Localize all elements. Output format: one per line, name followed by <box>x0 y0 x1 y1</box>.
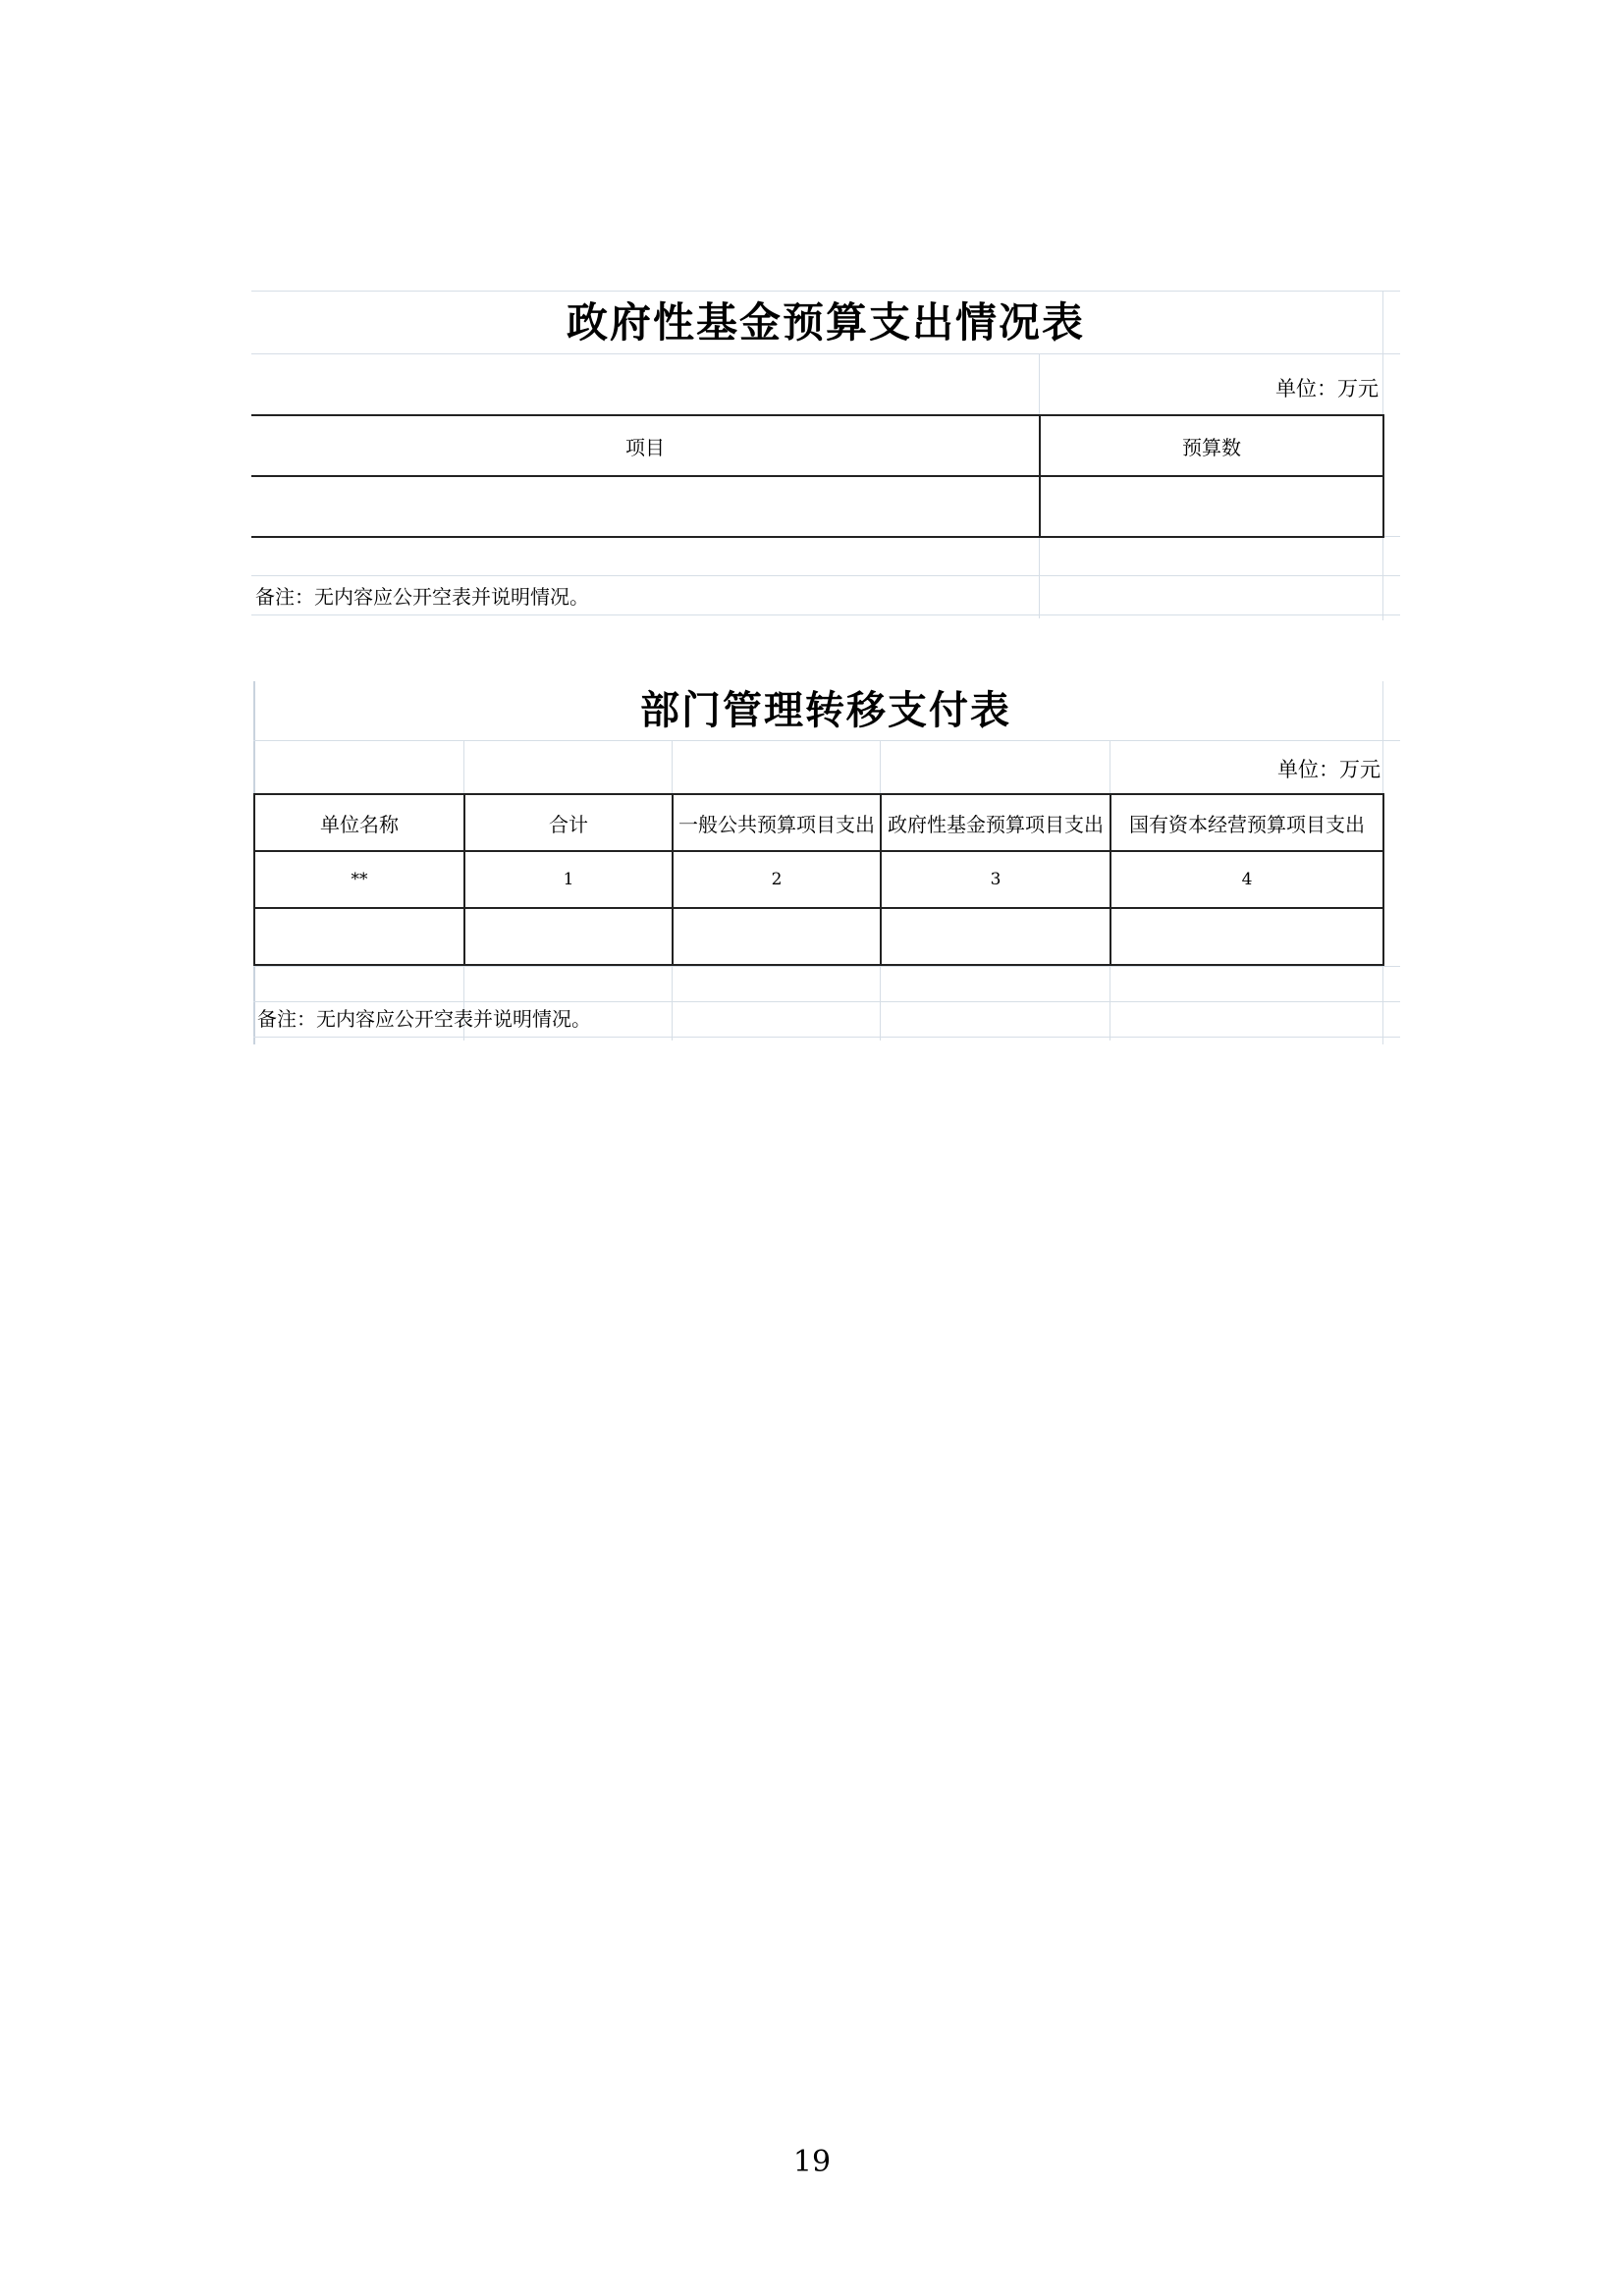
table-government-fund-budget-expenditure <box>251 291 1400 620</box>
header-unit-name: 单位名称 <box>320 812 399 836</box>
header-budget-amount: 预算数 <box>1182 435 1241 459</box>
gridline <box>463 740 464 795</box>
gridline <box>253 966 1400 967</box>
gridline <box>672 740 673 795</box>
table1-title: 政府性基金预算支出情况表 <box>566 298 1085 347</box>
gridline <box>253 1037 1400 1038</box>
header-project: 项目 <box>625 435 665 459</box>
gridline <box>880 966 881 1041</box>
index-cell: 3 <box>990 870 1001 889</box>
index-cell: 4 <box>1241 870 1253 889</box>
header-government-fund-budget: 政府性基金预算项目支出 <box>888 812 1104 836</box>
table2-unit: 单位：万元 <box>1277 758 1380 781</box>
table2-note: 备注：无内容应公开空表并说明情况。 <box>257 1007 591 1031</box>
table-border <box>251 475 1384 477</box>
gridline <box>672 966 673 1041</box>
index-cell: 1 <box>563 870 574 889</box>
table-department-transfer-payment <box>251 681 1400 1044</box>
table-border <box>253 964 1384 966</box>
header-state-capital-budget: 国有资本经营预算项目支出 <box>1129 812 1365 836</box>
gridline <box>251 575 1400 576</box>
table-border <box>253 907 1384 909</box>
index-cell: 2 <box>771 870 783 889</box>
table1-note: 备注：无内容应公开空表并说明情况。 <box>255 585 589 609</box>
table-border <box>1382 414 1384 538</box>
page-number: 19 <box>792 2145 832 2179</box>
table1-unit: 单位：万元 <box>1275 377 1379 400</box>
gridline <box>251 291 1400 292</box>
gridline <box>253 740 1400 741</box>
table-border <box>251 536 1384 538</box>
gridline <box>251 353 1400 354</box>
gridline <box>253 1001 1400 1002</box>
gridline <box>251 614 1400 615</box>
index-cell: ** <box>351 870 368 889</box>
table-border <box>1382 793 1384 966</box>
header-total: 合计 <box>549 812 588 836</box>
table2-title: 部门管理转移支付表 <box>640 687 1011 733</box>
header-general-public-budget: 一般公共预算项目支出 <box>678 812 875 836</box>
gridline <box>880 740 881 795</box>
